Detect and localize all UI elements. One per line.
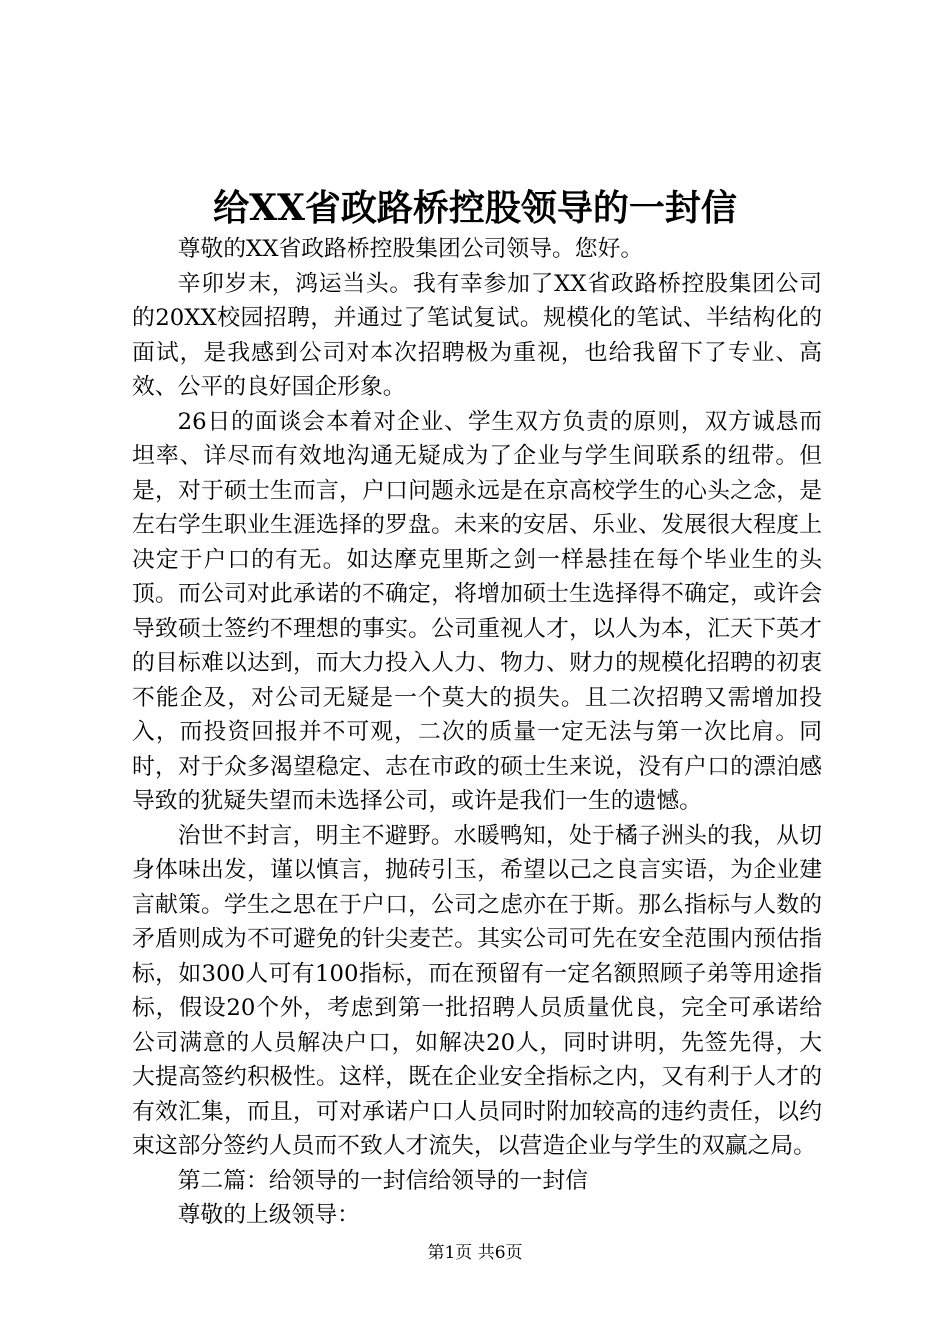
- document-body: [132, 232, 822, 1233]
- paragraph-suggestion: 治世不封言，明主不避野。水暖鸭知，处于橘子洲头的我，从切身体味出发，谨以慎言，抛砖引玉，希望以己之良言实语，为企业建言献策。学生之思在于户口，公司之虑亦在于斯。那么指标与人数的矛盾则成为不可避免的针尖麦芒。其实公司可先在安全范围内预估指标，如300人可有100指标，而在预留有一定名额照顾子弟等用途指标，假设20个外，考虑到第一批招聘人员质量优良，完全可承诺给公司满意的人员解决户口，如解决20人，同时讲明，先签先得，大大提高签约积极性。这样，既在企业安全指标之内，又有利于人才的有效汇集，而且，可对承诺户口人员同时附加较高的违约责任，以约束这部分签约人员而不致人才流失，以营造企业与学生的双赢之局。: [132, 822, 822, 1159]
- paragraph-intro: 辛卯岁末，鸿运当头。我有幸参加了XX省政路桥控股集团公司的20XX校园招聘，并通过了笔试复试。规模化的笔试、半结构化的面试，是我感到公司对本次招聘极为重视，也给我留下了专业、高效、公平的良好国企形象。: [132, 270, 822, 400]
- paragraph-hukou-issue: 26日的面谈会本着对企业、学生双方负责的原则，双方诚恳而坦率、详尽而有效地沟通无疑成为了企业与学生间联系的纽带。但是，对于硕士生而言，户口问题永远是在京高校学生的心头之念，是左右学生职业生涯选择的罗盘。未来的安居、乐业、发展很大程度上决定于户口的有无。如达摩克里斯之剑一样悬挂在每个毕业生的头顶。而公司对此承诺的不确定，将增加硕士生选择得不确定，或许会导致硕士签约不理想的事实。公司重视人才，以人为本，汇天下英才的目标难以达到，而大力投入人力、物力、财力的规模化招聘的初衷不能企及，对公司无疑是一个莫大的损失。且二次招聘又需增加投入，而投资回报并不可观，二次的质量一定无法与第一次比肩。同时，对于众多渴望稳定、志在市政的硕士生来说，没有户口的漂泊感导致的犹疑失望而未选择公司，或许是我们一生的遗憾。: [132, 408, 822, 814]
- page-number-footer: 第1页 共6页: [427, 1243, 523, 1263]
- paragraph-greeting: 尊敬的XX省政路桥控股集团公司领导。您好。: [177, 236, 644, 262]
- paragraph-second-title: 第二篇：给领导的一封信给领导的一封信: [177, 1167, 588, 1194]
- document-title: 给XX省政路桥控股领导的一封信: [213, 187, 737, 229]
- paragraph-second-greeting: 尊敬的上级领导：: [177, 1202, 360, 1228]
